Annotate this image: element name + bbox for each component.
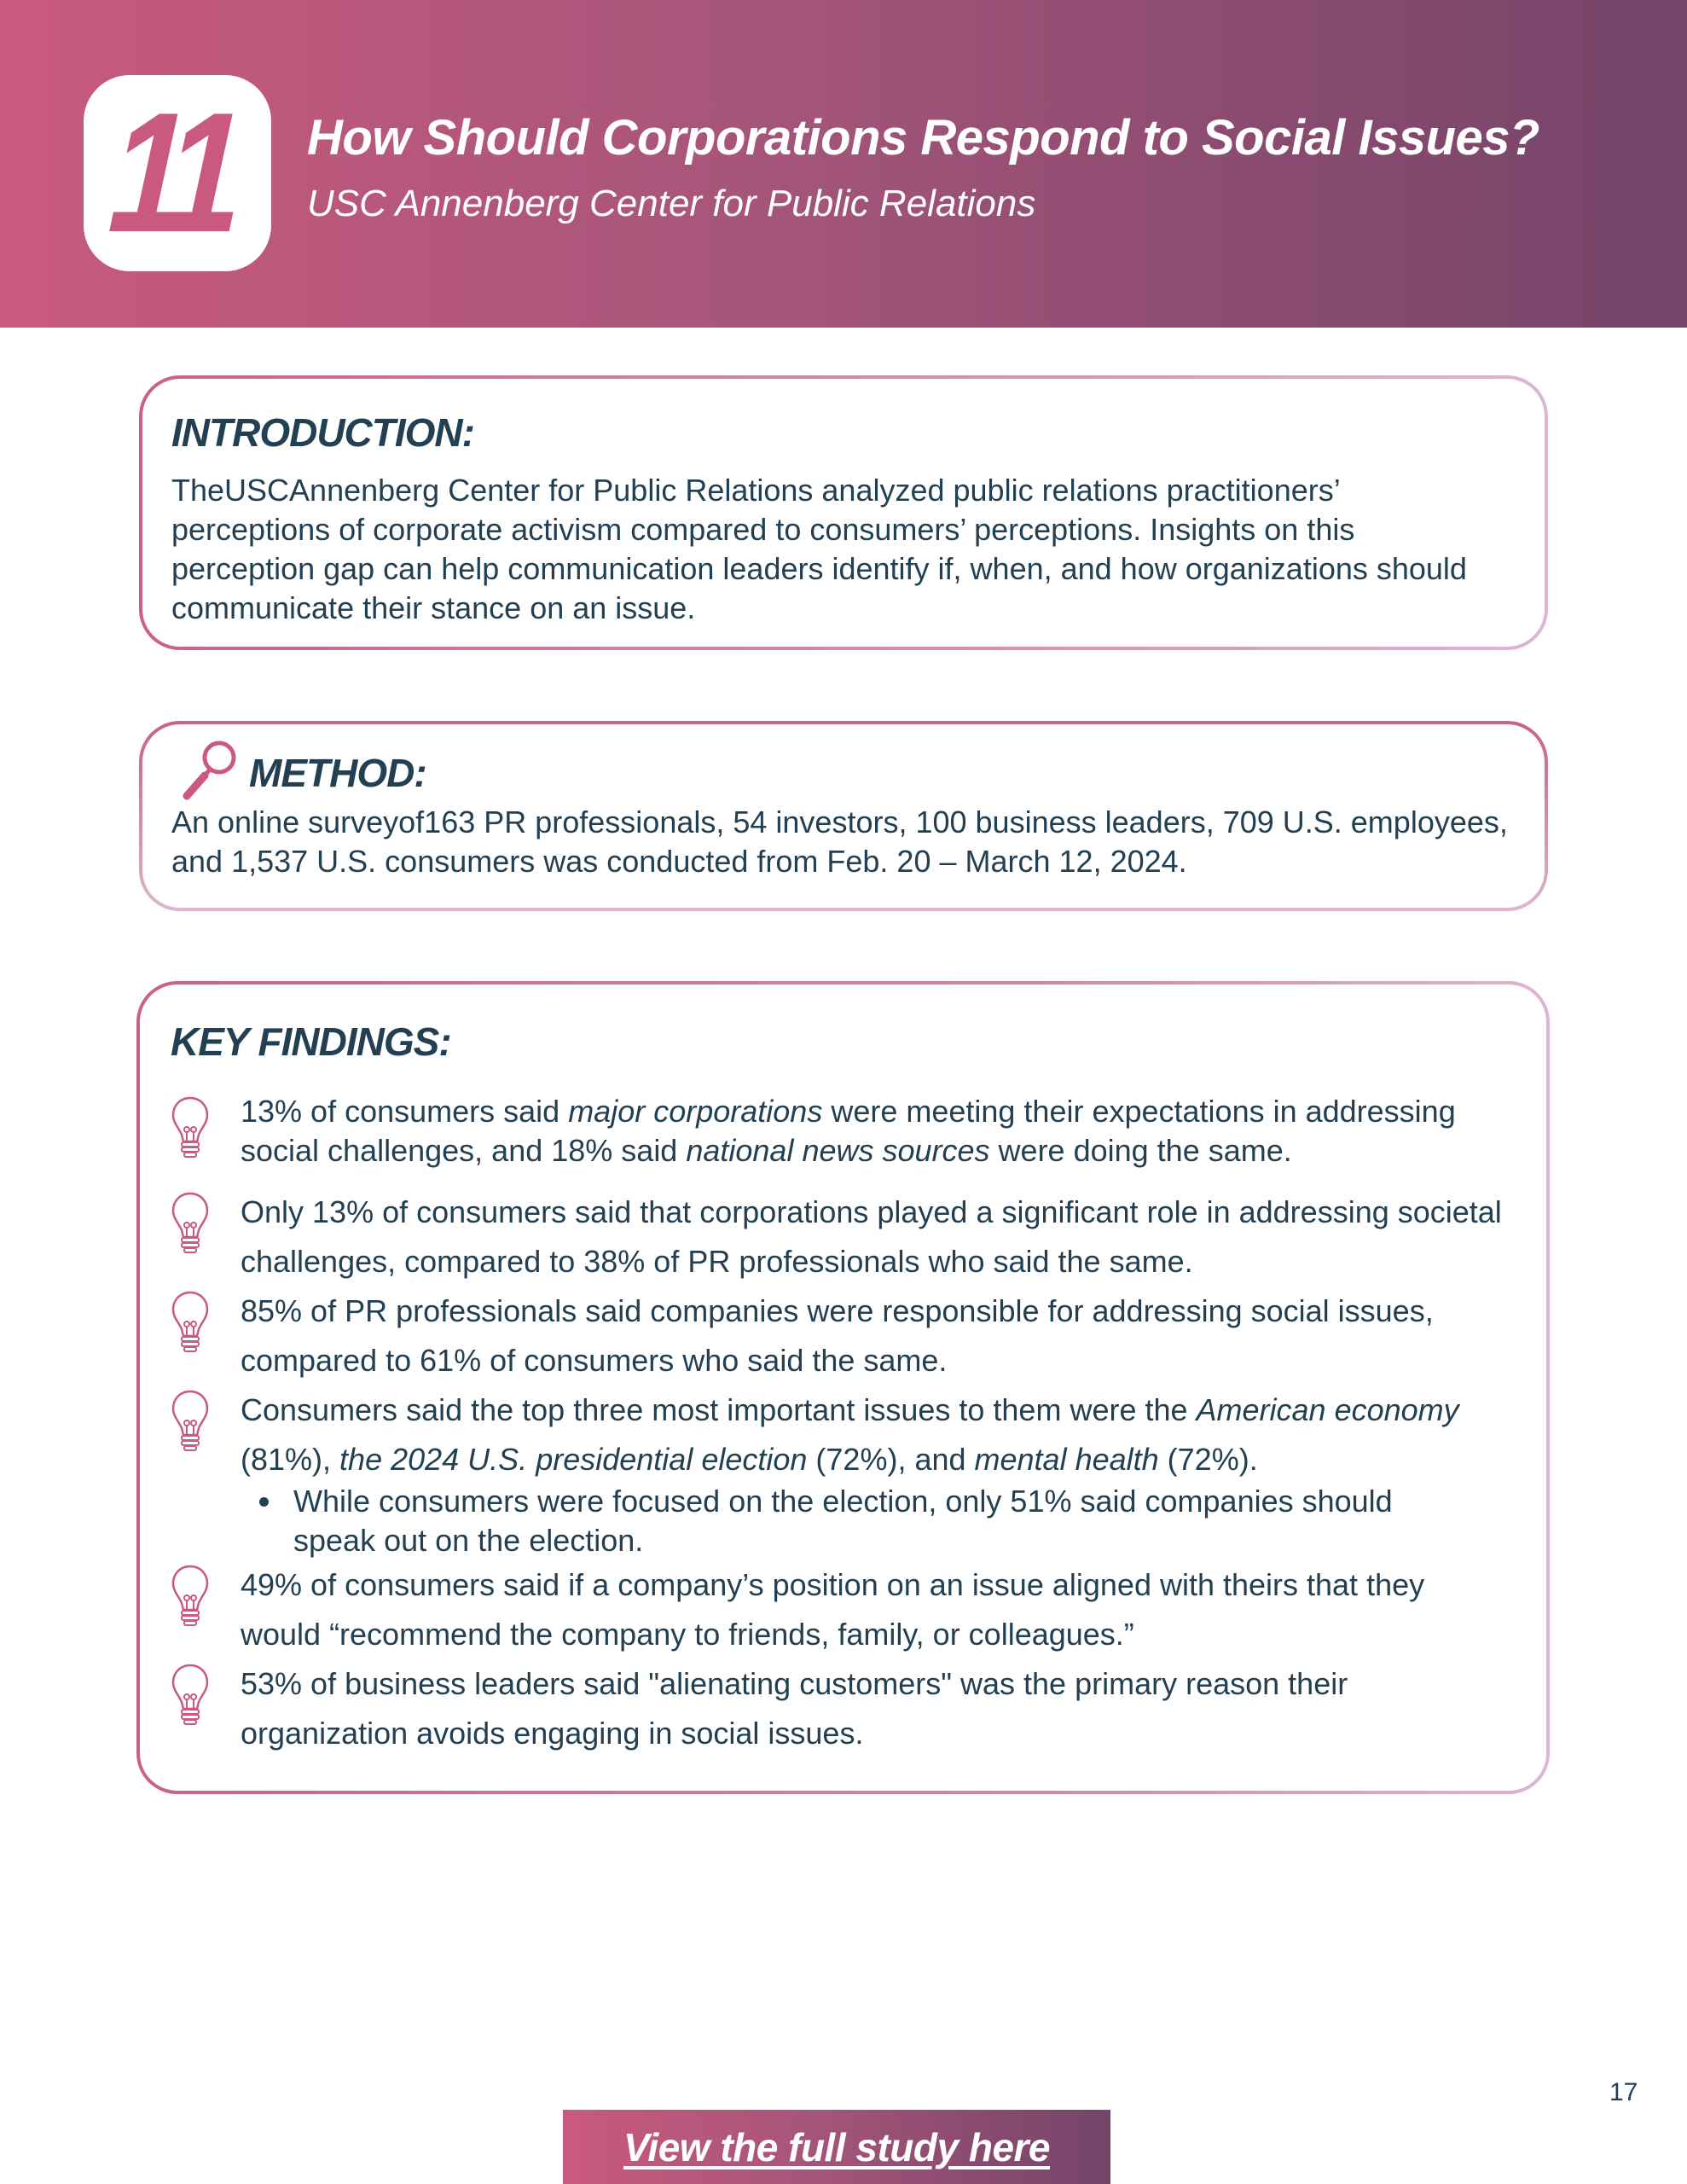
text-run: (81%), <box>241 1442 340 1477</box>
introduction-card <box>139 375 1548 650</box>
text-run: Consumers said the top three most important issues to them were the <box>241 1392 1197 1427</box>
lightbulb-icon <box>171 1290 210 1355</box>
emphasized-text: national news sources <box>686 1133 990 1168</box>
text-run: Only 13% of consumers said that corporations played a significant role in addressing societal challenges, compared to 38% of PR professionals who said the same. <box>241 1194 1502 1279</box>
page-title: How Should Corporations Respond to Social Issues? <box>307 110 1539 166</box>
section-number: 11 <box>105 78 236 268</box>
finding-text <box>241 1659 1503 1758</box>
view-full-study-button[interactable] <box>563 2110 1110 2184</box>
key-findings-heading: KEY FINDINGS: <box>171 1019 451 1064</box>
text-run: (72%). <box>1158 1442 1258 1477</box>
text-run: 53% of business leaders said "alienating customers" was the primary reason their organization avoids engaging in social issues. <box>241 1666 1348 1751</box>
emphasized-text: major corporations <box>568 1094 823 1129</box>
text-run: were doing the same. <box>989 1133 1292 1168</box>
emphasized-text: the 2024 U.S. presidential election <box>339 1442 808 1477</box>
lightbulb-icon <box>171 1389 210 1454</box>
section-number-badge <box>84 75 271 271</box>
page-subtitle: USC Annenberg Center for Public Relations <box>307 183 1036 224</box>
text-run: 13% of consumers said <box>241 1094 569 1129</box>
method-body: An online surveyof163 PR professionals, 54 investors, 100 business leaders, 709 U.S. employees, and 1,537 U.S. consumers was conducted from Feb. 20 – March 12, 2024. <box>171 804 1508 879</box>
finding-text <box>241 1385 1503 1484</box>
view-full-study-label: View the full study here <box>623 2124 1051 2169</box>
emphasized-text: American economy <box>1196 1392 1459 1427</box>
emphasized-text: mental health <box>974 1442 1159 1477</box>
header-banner <box>0 0 1687 328</box>
introduction-body: TheUSCAnnenberg Center for Public Relations analyzed public relations practitioners’ perceptions of corporate activism compared to consumers’ perceptions. Insights on this perception gap can help communication leaders identify if, when, and how organizations should communicate their stance on an issue. <box>171 473 1467 625</box>
method-card <box>139 721 1548 911</box>
text-run: 85% of PR professionals said companies were responsible for addressing social issues, compared to 61% of consumers who said the same. <box>241 1293 1434 1378</box>
bullet-dot-icon <box>259 1497 269 1507</box>
text-run: were meeting their expectations in addressing social challenges, and 18% said <box>241 1094 1456 1168</box>
page-number: 17 <box>1609 2078 1638 2106</box>
lightbulb-icon <box>171 1663 210 1728</box>
lightbulb-icon <box>171 1095 210 1160</box>
introduction-heading: INTRODUCTION: <box>171 410 474 455</box>
text-run: (72%), and <box>807 1442 975 1477</box>
key-findings-card <box>136 981 1550 1794</box>
finding-text <box>241 1188 1503 1287</box>
lightbulb-icon <box>171 1191 210 1256</box>
method-heading: METHOD: <box>249 751 426 795</box>
magnifying-glass-icon <box>178 735 241 803</box>
lightbulb-icon <box>171 1564 210 1629</box>
finding-text <box>241 1560 1503 1659</box>
finding-text <box>241 1092 1503 1170</box>
sub-bullet-text: While consumers were focused on the election, only 51% said companies should speak out on the election. <box>293 1484 1393 1558</box>
finding-sub-bullet <box>241 1482 1469 1560</box>
text-run: 49% of consumers said if a company’s position on an issue aligned with theirs that they would “recommend the company to friends, family, or colleagues.” <box>241 1567 1425 1652</box>
finding-text <box>241 1287 1503 1385</box>
